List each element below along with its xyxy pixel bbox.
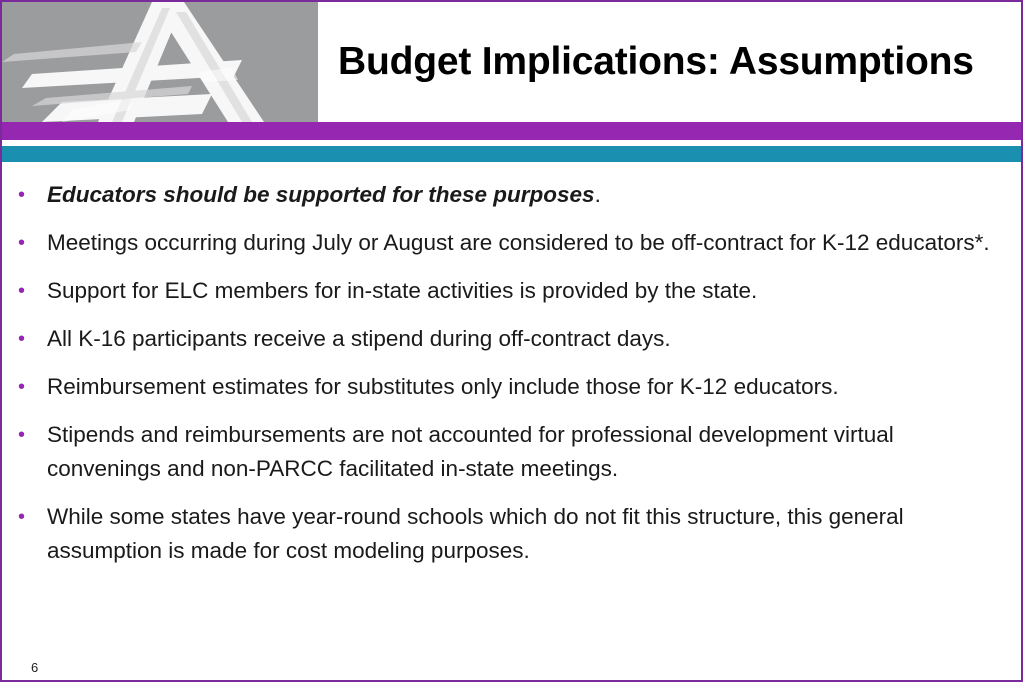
header-band-purple: [2, 122, 1021, 140]
bullet-dot-icon: •: [18, 280, 26, 302]
logo: [2, 2, 318, 122]
bullet-dot-icon: •: [18, 506, 26, 528]
bullet-item: [18, 226, 993, 260]
bullet-text: While some states have year-round schools which do not fit this structure, this general assumption is made for cost modeling purposes.: [47, 504, 904, 563]
bullet-text: Stipends and reimbursements are not accounted for professional development virtual convenings and non-PARCC facilitated in-state meetings.: [47, 422, 894, 481]
bullet-text: All K-16 participants receive a stipend during off-contract days.: [47, 326, 671, 351]
bullet-dot-icon: •: [18, 328, 26, 350]
bullet-dot-icon: •: [18, 376, 26, 398]
bullet-dot-icon: •: [18, 424, 26, 446]
header-band-teal: [2, 146, 1021, 162]
bullet-text: Meetings occurring during July or August are considered to be off-contract for K-12 educators*.: [47, 230, 990, 255]
bullet-item: [18, 178, 993, 212]
stylized-letter-a-logo-icon: [2, 2, 318, 122]
slide-title: Budget Implications: Assumptions: [338, 40, 974, 83]
bullet-text: Reimbursement estimates for substitutes only include those for K-12 educators.: [47, 374, 839, 399]
bullet-list: [18, 178, 993, 582]
bullet-item: [18, 370, 993, 404]
bullet-text: Support for ELC members for in-state activities is provided by the state.: [47, 278, 758, 303]
bullet-item: [18, 500, 993, 568]
page-number: 6: [31, 660, 39, 675]
bullet-item: [18, 274, 993, 308]
bullet-text: .: [594, 182, 601, 207]
bullet-item: [18, 418, 993, 486]
bullet-emphasis: Educators should be supported for these purposes: [47, 182, 595, 207]
bullet-dot-icon: •: [18, 184, 26, 206]
bullet-item: [18, 322, 993, 356]
bullet-dot-icon: •: [18, 232, 26, 254]
